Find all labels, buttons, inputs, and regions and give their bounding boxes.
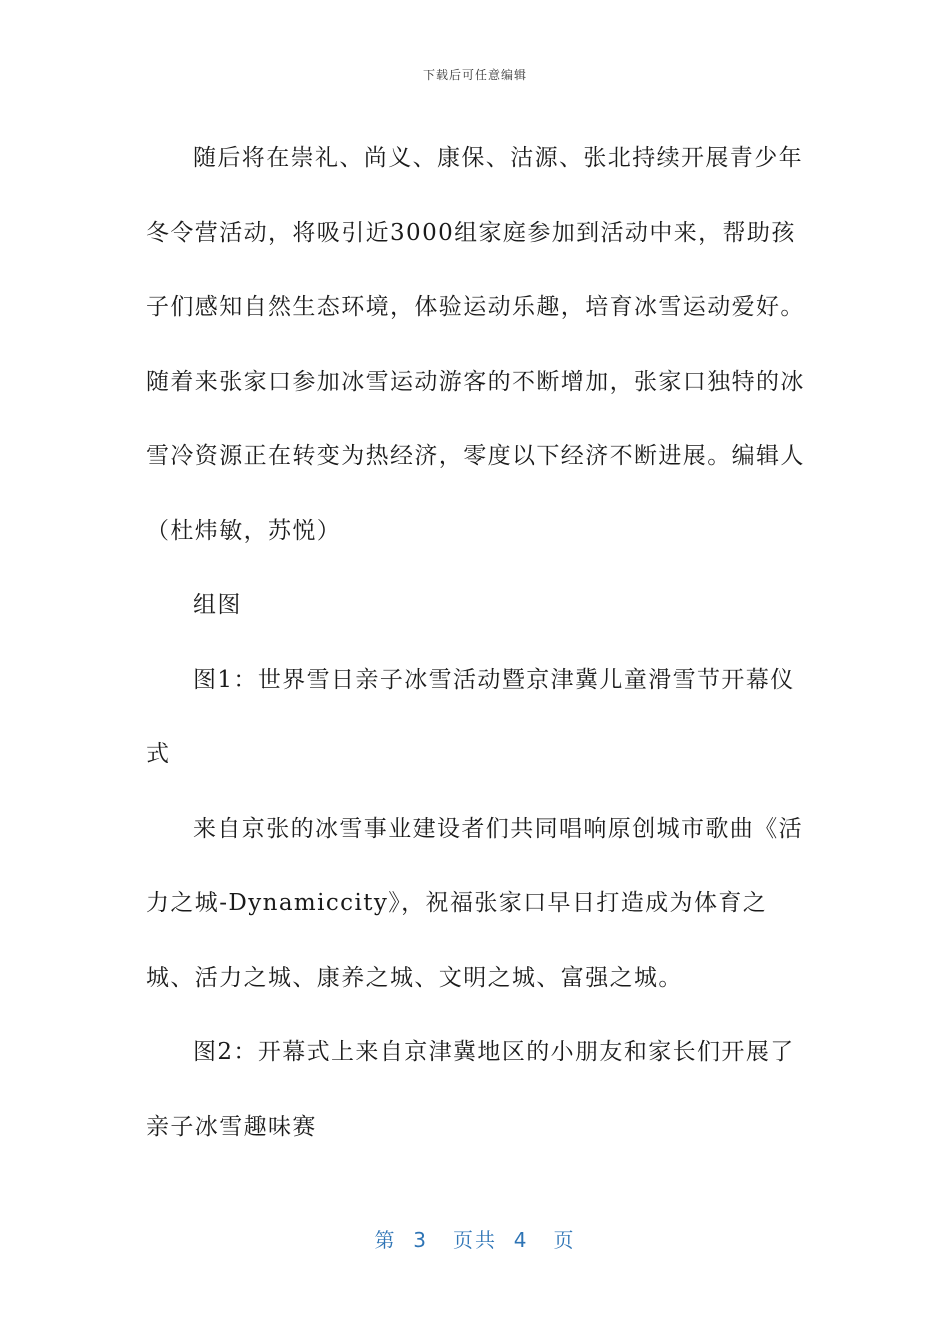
paragraph-figure-1-caption: 图1：世界雪日亲子冰雪活动暨京津冀儿童滑雪节开幕仪式 [146, 666, 795, 767]
paragraph-figure-2-caption: 图2：开幕式上来自京津冀地区的小朋友和家长们开展了亲子冰雪趣味赛 [146, 1039, 795, 1140]
paragraph-editors: （杜炜敏，苏悦） [146, 517, 342, 544]
page-number-footer [0, 1224, 950, 1253]
paragraph-city-song: 来自京张的冰雪事业建设者们共同唱响原创城市歌曲《活力之城-Dynamiccity》，祝福张家口早日打造成为体育之城、活力之城、康养之城、文明之城、富强之城。 [146, 815, 803, 991]
page-number-label: 第 3 页共 4 页 [374, 1228, 576, 1252]
document-body [146, 121, 806, 1164]
paragraph-photo-group-title: 组图 [193, 592, 242, 618]
paragraph-winter-camp: 随后将在崇礼、尚义、康保、沽源、张北持续开展青少年冬令营活动，将吸引近3000组家庭参加到活动中来，帮助孩子们感知自然生态环境，体验运动乐趣，培育冰雪运动爱好。随着来张家口参加冰雪运动游客的不断增加，张家口独特的冰雪冷资源正在转变为热经济，零度以下经济不断进展。编辑人 [146, 145, 805, 469]
page-header-note: 下载后可任意编辑 [422, 68, 527, 82]
